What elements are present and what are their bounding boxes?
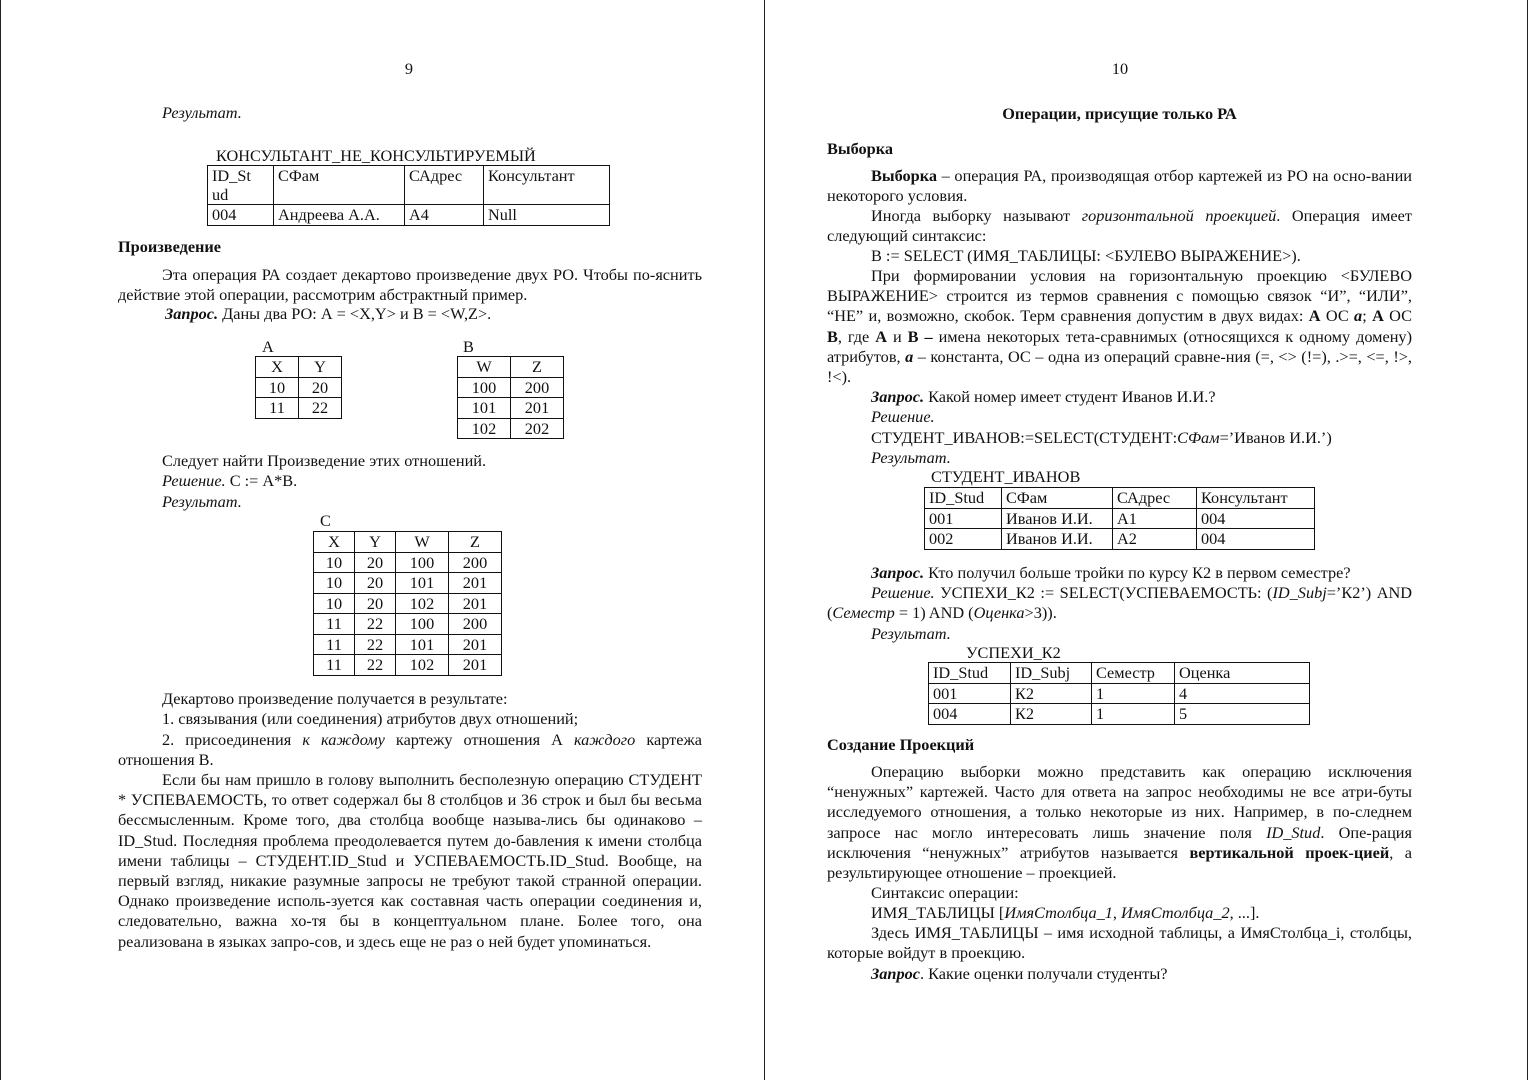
table-cell: 22 [355, 655, 396, 676]
table-cell: 1 [1092, 704, 1175, 725]
page-title: Операции, присущие только РА [1002, 104, 1237, 123]
text-run: картежу отношения А [384, 730, 574, 749]
section-heading: Выборка [827, 139, 893, 158]
text-run: 2. присоединения [162, 730, 303, 749]
query-text: Кто получил больше тройки по курсу К2 в первом семестре? [924, 563, 1351, 582]
text-run: В [827, 326, 838, 346]
table-a [255, 356, 342, 419]
result-label: Результат. [871, 624, 951, 643]
table-cell: 4 [1175, 683, 1310, 704]
result-label: Результат. [162, 103, 242, 122]
solution-label: Решение. [162, 471, 226, 490]
table-caption: С [320, 511, 331, 530]
table-row [256, 377, 342, 398]
table-caption: В [463, 337, 474, 356]
table-cell: 200 [449, 614, 502, 635]
table-cell: 004 [208, 205, 274, 226]
column-header: СФам [1002, 488, 1113, 509]
table-header-row [925, 488, 1315, 509]
paragraph [827, 266, 1412, 387]
table-row [314, 552, 502, 573]
table-row [458, 377, 564, 398]
table-cell: 202 [511, 418, 564, 439]
column-header: ID_Stud [929, 663, 1011, 684]
text-run: горизонтальной проекцией [1081, 206, 1277, 225]
paragraph: Если бы нам пришло в голову выполнить бесполезную операцию СТУДЕНТ * УСПЕВАЕМОСТЬ, то ответ содержал бы 8 столбцов и 36 строк и был бы весьма бессмысленным. Кроме того, два столбца вообще называ-лись бы одинаково – ID_Stud. Последняя проблема преодолевается путем до-бавления к имени столбца имени таблицы – СТУДЕНТ.ID_Stud и УСПЕВАЕМОСТЬ.ID_Stud. Вообще, на первый взгляд, никакие разумные запросы не требуют такой странной операции. Однако произведение исполь-зуется как составная часть операции соединения и, следовательно, важна хо-тя бы в концептуальном плане. Более того, она реализована в языках запро-сов, и здесь еще не раз о ней будет упоминаться. [118, 770, 702, 951]
table-caption: УСПЕХИ_К2 [966, 643, 1061, 662]
paragraph [827, 206, 1412, 246]
column-header: X [314, 532, 355, 553]
text-run: каждого [573, 730, 636, 749]
text-run: СТУДЕНТ_ИВАНОВ:=SELECT(СТУДЕНТ: [871, 428, 1178, 447]
table-cell: 201 [449, 593, 502, 614]
page-number-right: 10 [1111, 59, 1129, 78]
table-cell: 001 [929, 683, 1011, 704]
solution-label: Решение. [871, 407, 935, 426]
text-run: , а результирующее отношение – проекцией. [827, 842, 1412, 883]
table-cell: А2 [1113, 529, 1197, 550]
find-text: Следует найти Произведение этих отношений. [162, 451, 487, 470]
text-run: , ...]. [1229, 903, 1260, 922]
text-run: и [887, 326, 908, 346]
table-cell: А4 [405, 205, 484, 226]
cartesian-intro: Декартово произведение получается в результате: [162, 689, 508, 708]
table-cell: 100 [396, 552, 449, 573]
text-run: А [1372, 306, 1384, 326]
table-cell: 22 [355, 614, 396, 635]
query-label: Запрос [871, 964, 920, 983]
table-cell: Null [484, 205, 610, 226]
table-cell: 20 [355, 593, 396, 614]
table-row [929, 683, 1310, 704]
result-label: Результат. [162, 492, 242, 511]
column-header: Z [511, 357, 564, 378]
query-line [871, 563, 1351, 583]
text-run: ; [1362, 306, 1373, 326]
column-header: САдрес [405, 166, 484, 205]
table-cell: 5 [1175, 704, 1310, 725]
text-run: ИмяСтолбца_1 [1004, 903, 1113, 922]
solution-line [871, 428, 1332, 448]
table-b [457, 356, 564, 439]
table-cell: 102 [458, 418, 511, 439]
section-heading: Создание Проекций [827, 735, 975, 754]
solution-label: Решение. [871, 583, 935, 602]
column-header: Y [299, 357, 342, 378]
table-cell: 004 [1197, 508, 1315, 529]
query-text: Даны два РО: А = <X,Y> и В = <W,Z>. [218, 304, 492, 323]
table-cell: 101 [458, 398, 511, 419]
text-run: Операцию выборки можно представить как операцию исключения “ненужных” картежей. Часто для ответа на запрос необходимы не все атри-буты исследуемого отношения, а только некоторые из них. Например, в по-следнем запросе нас могло интересовать лишь значение поля [827, 762, 1412, 842]
table-c [313, 531, 502, 676]
column-header: СФам [274, 166, 405, 205]
table-cell: Андреева А.А. [274, 205, 405, 226]
text-run: , где [837, 326, 876, 346]
text-run: ИМЯ_ТАБЛИЦЫ [ [871, 903, 1005, 922]
table-cell: К2 [1011, 704, 1092, 725]
text-run: а [905, 346, 914, 366]
table-cell: 10 [314, 552, 355, 573]
text-run: ИмяСтолбца_2 [1121, 903, 1230, 922]
table-cell: 101 [396, 573, 449, 594]
query-label: Запрос. [165, 304, 219, 323]
text-run: Выборка [871, 166, 937, 185]
query-label: Запрос. [871, 387, 925, 406]
syntax-line [871, 903, 1259, 923]
table-header-row [314, 532, 502, 553]
text-run: – операция РА, производящая отбор картежей из РО на осно-вании некоторого условия. [827, 166, 1412, 206]
section-heading: Произведение [118, 237, 222, 256]
column-header: Консультант [484, 166, 610, 205]
text-run: вертикальной проек-цией [1189, 842, 1390, 862]
ivanov-table [924, 487, 1315, 550]
column-header: Оценка [1175, 663, 1310, 684]
column-header: ID_Stud [925, 488, 1002, 509]
solution-text: С := А*В. [225, 471, 298, 490]
table-header-row [929, 663, 1310, 684]
text-run: =’К2’) AND ( [827, 583, 1413, 623]
text-run: >3)). [1024, 603, 1057, 623]
table-row [256, 398, 342, 419]
result-label: Результат. [871, 448, 951, 467]
text-run: Семестр [832, 603, 895, 623]
query-line [165, 304, 491, 324]
column-header: Z [449, 532, 502, 553]
table-row [314, 634, 502, 655]
table-cell: 004 [1197, 529, 1315, 550]
table-row [929, 704, 1310, 725]
text-run: . Опе-рация исключения “ненужных” атрибутов называется [827, 822, 1412, 862]
table-caption: СТУДЕНТ_ИВАНОВ [931, 467, 1081, 486]
text-run: , [1112, 903, 1122, 922]
paragraph: Эта операция РА создает декартово произведение двух РО. Чтобы по-яснить действие этой операции, рассмотрим абстрактный пример. [118, 265, 702, 305]
table-cell: К2 [1011, 683, 1092, 704]
table-cell: Иванов И.И. [1002, 508, 1113, 529]
list-item: 1. связывания (или соединения) атрибутов двух отношений; [162, 709, 579, 728]
table-cell: 200 [511, 377, 564, 398]
column-header: ID_Subj [1011, 663, 1092, 684]
query-line [871, 387, 1216, 407]
table-cell: А1 [1113, 508, 1197, 529]
table-header-row [208, 166, 610, 205]
table-cell: 10 [256, 377, 299, 398]
table-cell: Иванов И.И. [1002, 529, 1113, 550]
table-cell: 200 [449, 552, 502, 573]
paragraph [827, 166, 1412, 206]
column-header: X [256, 357, 299, 378]
text-run: При формировании условия на горизонтальную проекцию <БУЛЕВО ВЫРАЖЕНИЕ> строится из термов сравнения с помощью связок “И”, “ИЛИ”, “НЕ” и, возможно, скобок. Терм сравнения допустим в двух видах: [827, 266, 1412, 326]
text-run: Иногда выборку называют [871, 206, 1082, 225]
table-cell: 11 [314, 634, 355, 655]
column-header: Консультант [1197, 488, 1315, 509]
page-divider [764, 0, 765, 1080]
page-number-left: 9 [404, 59, 414, 78]
text-run: УСПЕХИ_К2 := SELECT(УСПЕВАЕМОСТЬ: ( [934, 583, 1273, 602]
list-item [118, 730, 702, 770]
text-run: к каждому [302, 730, 385, 749]
table-cell: 10 [314, 573, 355, 594]
query-text: . Какие оценки получали студенты? [920, 964, 1168, 983]
table-cell: 102 [396, 655, 449, 676]
table-caption: КОНСУЛЬТАНТ_НЕ_КОНСУЛЬТИРУЕМЫЙ [216, 146, 536, 165]
table-cell: 22 [299, 398, 342, 419]
column-header: Y [355, 532, 396, 553]
table-cell: 20 [355, 573, 396, 594]
text-run: имена некоторых тета-сравнимых (относящихся к одному домену) атрибутов, [827, 326, 1412, 366]
text-run: Оценка [973, 603, 1025, 623]
syntax-intro: Синтаксис операции: [871, 883, 1019, 902]
table-cell: 004 [929, 704, 1011, 725]
text-run: ОС [1383, 306, 1412, 326]
column-header: ID_St ud [208, 166, 274, 205]
uspehi-table [928, 662, 1310, 725]
query-text: Какой номер имеет студент Иванов И.И.? [924, 387, 1216, 406]
text-run: картежа отношения В. [118, 730, 702, 770]
left-page-edge [0, 0, 1, 1080]
column-header: W [396, 532, 449, 553]
table-header-row [458, 357, 564, 378]
solution-line [162, 471, 297, 491]
column-header: САдрес [1113, 488, 1197, 509]
text-run: – константа, ОС – одна из операций сравне-ния (=, <> (!=), .>=, <=, !>, !<). [827, 346, 1412, 387]
text-run: а [1354, 306, 1363, 326]
table-cell: 201 [449, 573, 502, 594]
table-cell: 22 [355, 634, 396, 655]
table-cell: 201 [449, 655, 502, 676]
text-run: . Операция имеет следующий синтаксис: [827, 206, 1413, 246]
table-row [925, 508, 1315, 529]
text-run: А [875, 326, 888, 346]
table-cell: 10 [314, 593, 355, 614]
text-run: А [1308, 306, 1321, 326]
table-row [314, 614, 502, 635]
text-run: ID_Stud [1266, 822, 1321, 842]
syntax-line: B := SELECT (ИМЯ_ТАБЛИЦЫ: <БУЛЕВО ВЫРАЖЕНИЕ>). [871, 246, 1301, 265]
table-row [314, 593, 502, 614]
table-row [458, 418, 564, 439]
table-cell: 100 [396, 614, 449, 635]
table-cell: 002 [925, 529, 1002, 550]
table-row [925, 529, 1315, 550]
table-row [458, 398, 564, 419]
text-run: = 1) AND ( [894, 603, 974, 623]
text-run: СФам [1177, 428, 1220, 447]
table-row [314, 655, 502, 676]
paragraph [827, 762, 1412, 883]
table-cell: 1 [1092, 683, 1175, 704]
solution-line [827, 583, 1412, 623]
query-label: Запрос. [871, 563, 925, 582]
table-cell: 11 [256, 398, 299, 419]
table-caption: А [262, 337, 274, 356]
table-cell: 102 [396, 593, 449, 614]
table-row [208, 205, 610, 226]
text-run: В – [907, 326, 933, 346]
table-cell: 11 [314, 655, 355, 676]
consultant-table [207, 165, 610, 226]
table-cell: 201 [449, 634, 502, 655]
table-cell: 101 [396, 634, 449, 655]
text-run: ID_Subj [1272, 583, 1327, 602]
column-header: Семестр [1092, 663, 1175, 684]
table-cell: 201 [511, 398, 564, 419]
table-cell: 100 [458, 377, 511, 398]
query-line [871, 964, 1168, 984]
table-cell: 20 [299, 377, 342, 398]
paragraph: Здесь ИМЯ_ТАБЛИЦЫ – имя исходной таблицы, а ИмяСтолбца_i, столбцы, которые войдут в проекцию. [827, 923, 1412, 963]
table-cell: 001 [925, 508, 1002, 529]
table-row [314, 573, 502, 594]
table-cell: 11 [314, 614, 355, 635]
table-cell: 20 [355, 552, 396, 573]
column-header: W [458, 357, 511, 378]
text-run: =’Иванов И.И.’) [1219, 428, 1332, 447]
text-run: ОС [1320, 306, 1355, 326]
table-header-row [256, 357, 342, 378]
